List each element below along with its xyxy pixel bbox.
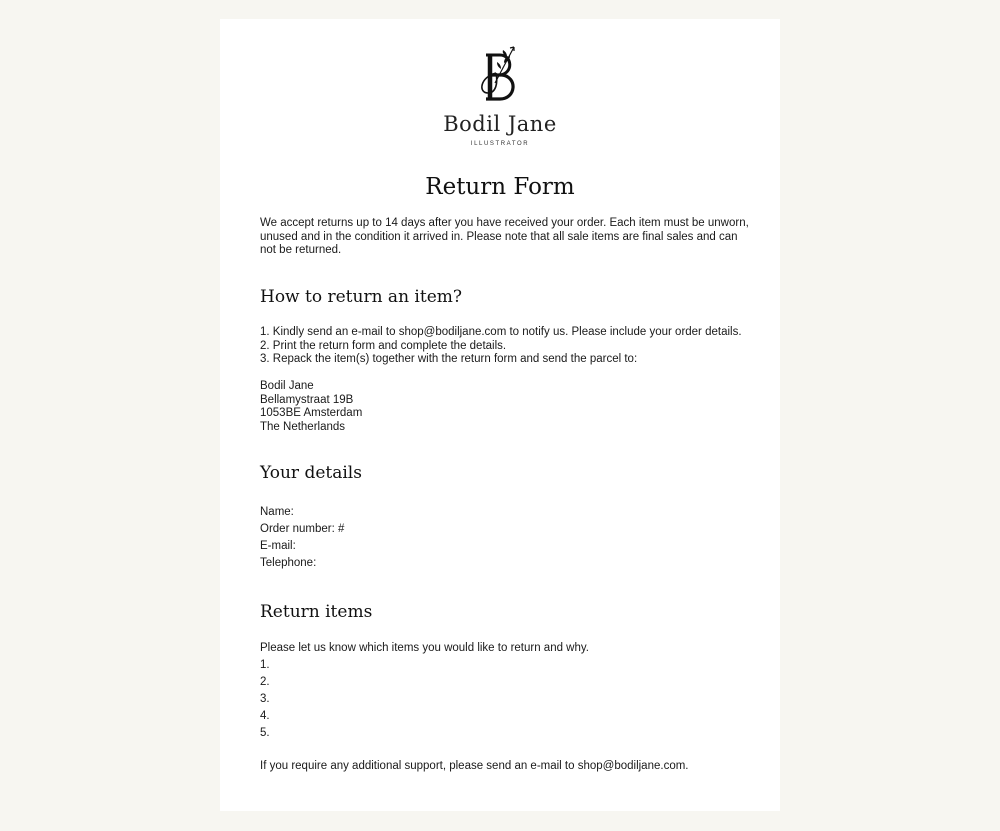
telephone-field-label: Telephone: xyxy=(260,557,317,569)
details-section xyxy=(260,462,755,484)
address-line: Bellamystraat 19B xyxy=(260,393,354,406)
return-items-heading: Return items xyxy=(260,602,373,622)
brand-subtitle: ILLUSTRATOR xyxy=(470,141,530,147)
return-item-line: 1. xyxy=(260,659,270,671)
step-item: 2. Print the return form and complete the details. xyxy=(260,339,507,352)
details-fields xyxy=(260,504,755,572)
address-line: The Netherlands xyxy=(260,420,346,433)
how-to-section xyxy=(260,286,755,308)
return-item-line: 4. xyxy=(260,710,270,722)
step-item: 1. Kindly send an e-mail to shop@bodiljane.com to notify us. Please include your order details. xyxy=(260,326,742,338)
return-address xyxy=(260,380,755,434)
how-to-steps xyxy=(260,326,755,367)
return-items-section xyxy=(260,601,755,623)
step-item: 3. Repack the item(s) together with the return form and send the parcel to: xyxy=(260,353,638,366)
return-item-line: 5. xyxy=(260,727,270,739)
bodil-jane-monogram-logo xyxy=(470,43,530,107)
address-line: Bodil Jane xyxy=(260,380,314,392)
email-field-label: E-mail: xyxy=(260,540,296,552)
return-items-prompt: Please let us know which items you would like to return and why. xyxy=(260,642,589,654)
return-items-list xyxy=(260,640,755,742)
return-form-page xyxy=(220,19,780,811)
intro-paragraph-block xyxy=(260,217,755,258)
address-line: 1053BE Amsterdam xyxy=(260,407,363,420)
return-item-line: 3. xyxy=(260,693,270,705)
footer-note-block xyxy=(260,760,755,774)
details-heading: Your details xyxy=(260,463,362,483)
return-item-line: 2. xyxy=(260,676,270,688)
name-field-label: Name: xyxy=(260,506,294,518)
intro-paragraph: We accept returns up to 14 days after you have received your order. Each item must be unworn, unused and in the condition it arrived in. Please note that all sale items are final sales and can not be returned. xyxy=(260,217,749,257)
page-title: Return Form xyxy=(425,174,575,200)
footer-note: If you require any additional support, please send an e-mail to shop@bodiljane.com. xyxy=(260,760,689,772)
brand-logo xyxy=(220,43,780,148)
order-number-field-label: Order number: # xyxy=(260,523,345,535)
how-to-heading: How to return an item? xyxy=(260,287,462,307)
brand-name: Bodil Jane xyxy=(443,112,557,136)
